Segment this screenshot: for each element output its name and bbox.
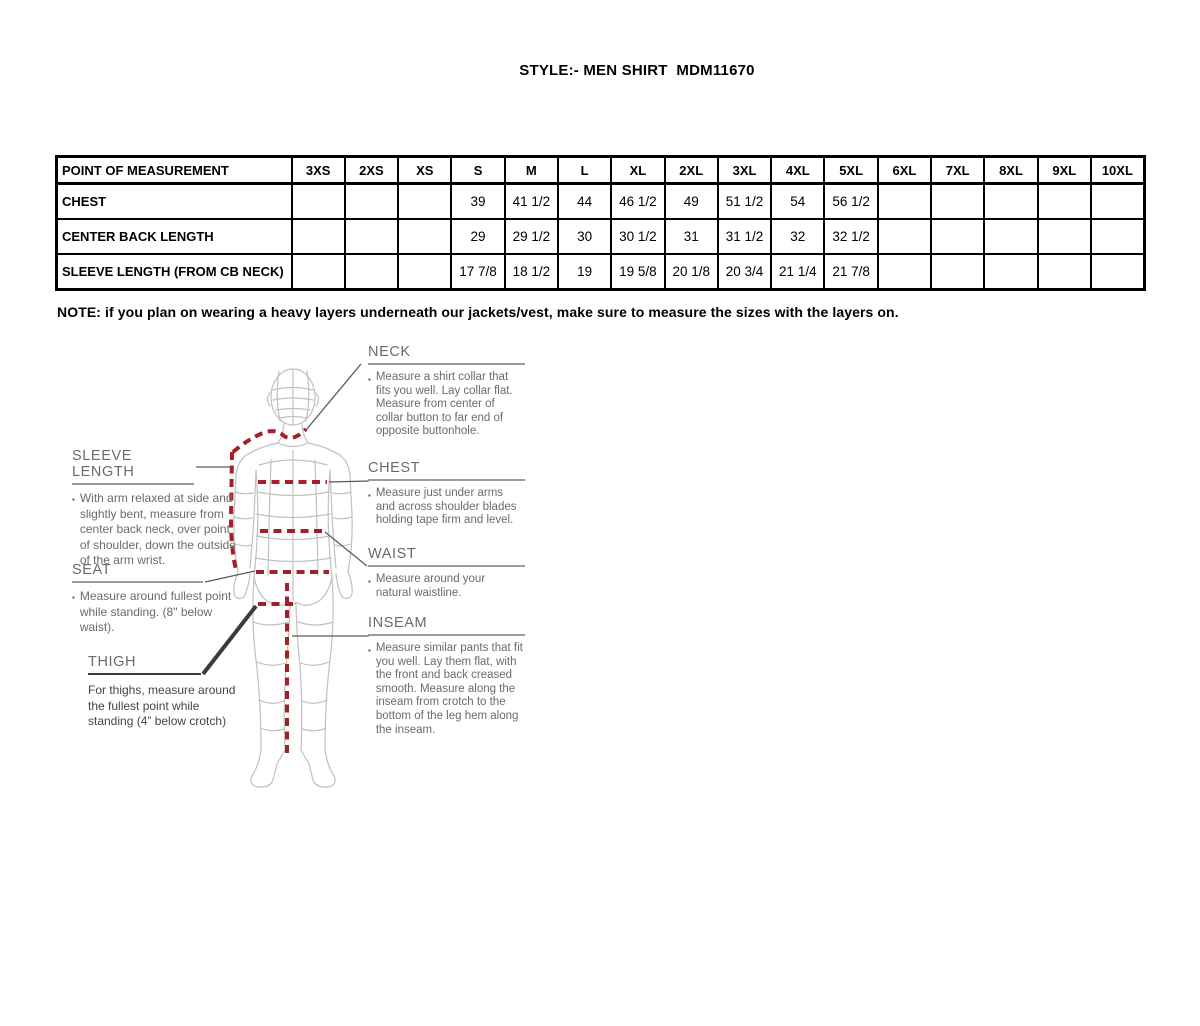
cell (1038, 219, 1091, 254)
cell (292, 184, 345, 220)
cell: 41 1/2 (505, 184, 558, 220)
thigh-guide (88, 654, 238, 730)
bullet-icon: ▪ (368, 577, 371, 586)
cell: 21 1/4 (771, 254, 824, 290)
cell (1038, 254, 1091, 290)
measurement-lines (231, 429, 329, 757)
chest-guide (368, 460, 525, 528)
col-header-3xs: 3XS (292, 157, 345, 184)
chest-label: CHEST (368, 460, 525, 481)
waist-guide (368, 546, 525, 600)
cell: 46 1/2 (611, 184, 664, 220)
col-header-point-of-measurement: POINT OF MEASUREMENT (57, 157, 292, 184)
cell: 51 1/2 (718, 184, 771, 220)
size-table (55, 155, 1146, 291)
row-label: SLEEVE LENGTH (FROM CB NECK) (57, 254, 292, 290)
cell: 44 (558, 184, 611, 220)
cell (931, 219, 984, 254)
inseam-guide (368, 615, 525, 737)
cell (345, 184, 398, 220)
cell: 31 (665, 219, 718, 254)
cell (984, 254, 1037, 290)
bullet-icon: ▪ (72, 593, 75, 602)
waist-label: WAIST (368, 546, 525, 567)
cell: 54 (771, 184, 824, 220)
cell (1038, 184, 1091, 220)
cell (878, 219, 931, 254)
col-header-9xl: 9XL (1038, 157, 1091, 184)
cell (1091, 254, 1144, 290)
table-row-chest (57, 184, 1145, 220)
mannequin-figure (234, 369, 352, 787)
note-text: NOTE: if you plan on wearing a heavy layers underneath our jackets/vest, make sure to measure the sizes with the layers on. (57, 304, 899, 320)
chest-leader-line (329, 481, 369, 482)
cell (1091, 184, 1144, 220)
cell (345, 254, 398, 290)
cell (398, 254, 451, 290)
cell (931, 184, 984, 220)
col-header-2xs: 2XS (345, 157, 398, 184)
col-header-6xl: 6XL (878, 157, 931, 184)
cell: 29 1/2 (505, 219, 558, 254)
page-title: STYLE:- MEN SHIRT MDM11670 (519, 62, 755, 79)
col-header-s: S (451, 157, 504, 184)
cell: 29 (451, 219, 504, 254)
seat-instructions: Measure around fullest point while standing. (8" below waist). (79, 589, 232, 635)
col-header-7xl: 7XL (931, 157, 984, 184)
cell (878, 184, 931, 220)
waist-leader-line (325, 532, 367, 566)
size-table-header-row (57, 157, 1145, 184)
table-row-sleeve-length (57, 254, 1145, 290)
cell (292, 219, 345, 254)
cell (878, 254, 931, 290)
neck-leader-line (306, 364, 361, 430)
bullet-icon: ▪ (368, 375, 371, 384)
cell: 32 (771, 219, 824, 254)
cell: 39 (451, 184, 504, 220)
thigh-label: THIGH (88, 654, 201, 675)
col-header-xs: XS (398, 157, 451, 184)
cell (398, 184, 451, 220)
cell: 30 1/2 (611, 219, 664, 254)
inseam-instructions: Measure similar pants that fit you well. Lay them flat, with the front and back creased smooth. Measure along the inseam from crotch to the bottom of the leg hem along the inseam. (375, 642, 523, 736)
chest-instructions: Measure just under arms and across shoulder blades holding tape firm and level. (375, 487, 517, 527)
col-header-8xl: 8XL (984, 157, 1037, 184)
cell: 20 3/4 (718, 254, 771, 290)
col-header-m: M (505, 157, 558, 184)
cell: 18 1/2 (505, 254, 558, 290)
inseam-label: INSEAM (368, 615, 525, 636)
bullet-icon: ▪ (368, 491, 371, 500)
seat-label: SEAT (72, 562, 203, 583)
sleeve-length-guide (72, 448, 244, 569)
cell (292, 254, 345, 290)
cell (931, 254, 984, 290)
neck-label: NECK (368, 344, 525, 365)
waist-instructions: Measure around your natural waistline. (375, 573, 486, 599)
col-header-l: L (558, 157, 611, 184)
cell (345, 219, 398, 254)
cell (984, 219, 1037, 254)
cell: 30 (558, 219, 611, 254)
neck-instructions: Measure a shirt collar that fits you well. Lay collar flat. Measure from center of collar button to far end of opposite buttonhole. (375, 371, 513, 438)
cell (984, 184, 1037, 220)
seat-guide (72, 562, 237, 636)
col-header-3xl: 3XL (718, 157, 771, 184)
cell: 20 1/8 (665, 254, 718, 290)
cell: 17 7/8 (451, 254, 504, 290)
table-row-center-back-length (57, 219, 1145, 254)
cell: 21 7/8 (824, 254, 877, 290)
cell: 56 1/2 (824, 184, 877, 220)
col-header-5xl: 5XL (824, 157, 877, 184)
col-header-4xl: 4XL (771, 157, 824, 184)
cell (1091, 219, 1144, 254)
cell: 19 5/8 (611, 254, 664, 290)
cell: 31 1/2 (718, 219, 771, 254)
cell: 19 (558, 254, 611, 290)
bullet-icon: ▪ (368, 646, 371, 655)
sleeve-length-label: SLEEVE LENGTH (72, 448, 194, 485)
col-header-2xl: 2XL (665, 157, 718, 184)
row-label: CENTER BACK LENGTH (57, 219, 292, 254)
neck-guide (368, 344, 525, 439)
bullet-icon: ▪ (72, 495, 75, 504)
thigh-instructions: For thighs, measure around the fullest point while standing (4” below crotch) (88, 683, 236, 728)
sleeve-length-instructions: With arm relaxed at side and slightly bent, measure from center back neck, over point of shoulder, down the outside of the arm wrist. (79, 491, 236, 568)
cell: 32 1/2 (824, 219, 877, 254)
col-header-10xl: 10XL (1091, 157, 1144, 184)
row-label: CHEST (57, 184, 292, 220)
cell (398, 219, 451, 254)
cell: 49 (665, 184, 718, 220)
col-header-xl: XL (611, 157, 664, 184)
